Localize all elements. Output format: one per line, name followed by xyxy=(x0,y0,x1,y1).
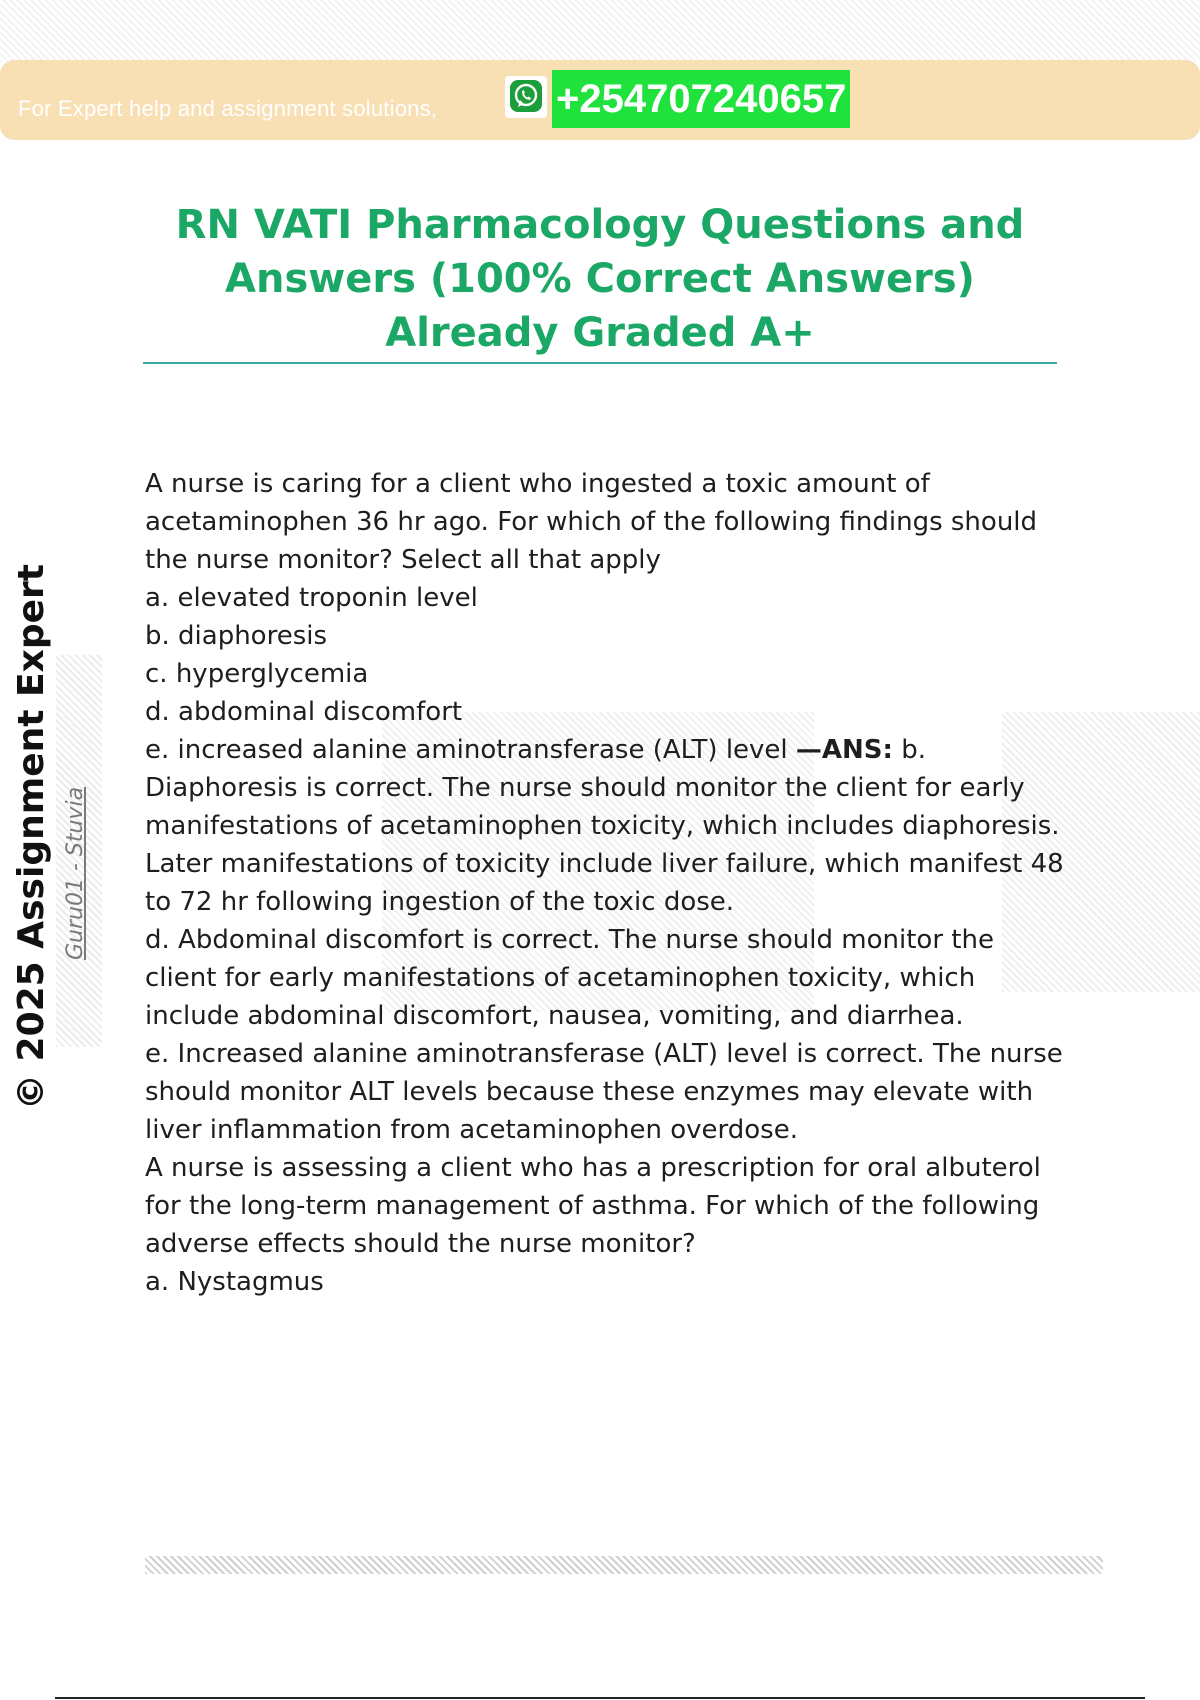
bottom-hatch-pattern xyxy=(145,1556,1103,1574)
q1-option-e-with-answer xyxy=(145,731,1070,921)
question-2: A nurse is assessing a client who has a prescription for oral albuterol for the long-term management of asthma. For which of the following adverse effects should the nurse monitor? xyxy=(145,1153,1041,1259)
answer-text: b. Diaphoresis is correct. The nurse should monitor the client for early manifestations of acetaminophen toxicity, which includes diaphoresis. Later manifestations of toxicity include liver failure, which manifest 48 to 72 hr following ingestion of the toxic dose. xyxy=(145,735,1064,917)
q1-option-d: d. abdominal discomfort xyxy=(145,697,463,727)
q1-option-e: e. increased alanine aminotransferase (ALT) level xyxy=(145,735,796,765)
copyright-watermark: © 2025 Assignment Expert xyxy=(11,564,52,1110)
whatsapp-icon[interactable] xyxy=(510,80,542,112)
title-underline xyxy=(143,362,1057,364)
document-title: RN VATI Pharmacology Questions and Answers (100% Correct Answers) Already Graded A+ xyxy=(175,202,1025,356)
footer-rule xyxy=(55,1697,1145,1699)
explanation-d: d. Abdominal discomfort is correct. The nurse should monitor the client for early manifestations of acetaminophen toxicity, which include abdominal discomfort, nausea, vomiting, and diarrhea. xyxy=(145,925,994,1031)
question-1: A nurse is caring for a client who ingested a toxic amount of acetaminophen 36 hr ago. For which of the following findings should the nurse monitor? Select all that apply xyxy=(145,469,1038,575)
phone-number[interactable]: +254707240657 xyxy=(552,70,850,128)
q1-option-c: c. hyperglycemia xyxy=(145,659,369,689)
q1-option-a: a. elevated troponin level xyxy=(145,583,478,613)
q1-option-b: b. diaphoresis xyxy=(145,621,328,651)
explanation-e: e. Increased alanine aminotransferase (ALT) level is correct. The nurse should monitor ALT levels because these enzymes may elevate with liver inflammation from acetaminophen overdose. xyxy=(145,1039,1063,1145)
q2-option-a: a. Nystagmus xyxy=(145,1267,324,1297)
banner-text: For Expert help and assignment solutions, xyxy=(18,96,438,121)
answer-label: —ANS: xyxy=(795,735,893,765)
author-watermark: Guru01 - Stuvia xyxy=(63,786,88,960)
top-hatch-pattern xyxy=(0,0,1200,62)
document-body xyxy=(145,465,1070,1301)
